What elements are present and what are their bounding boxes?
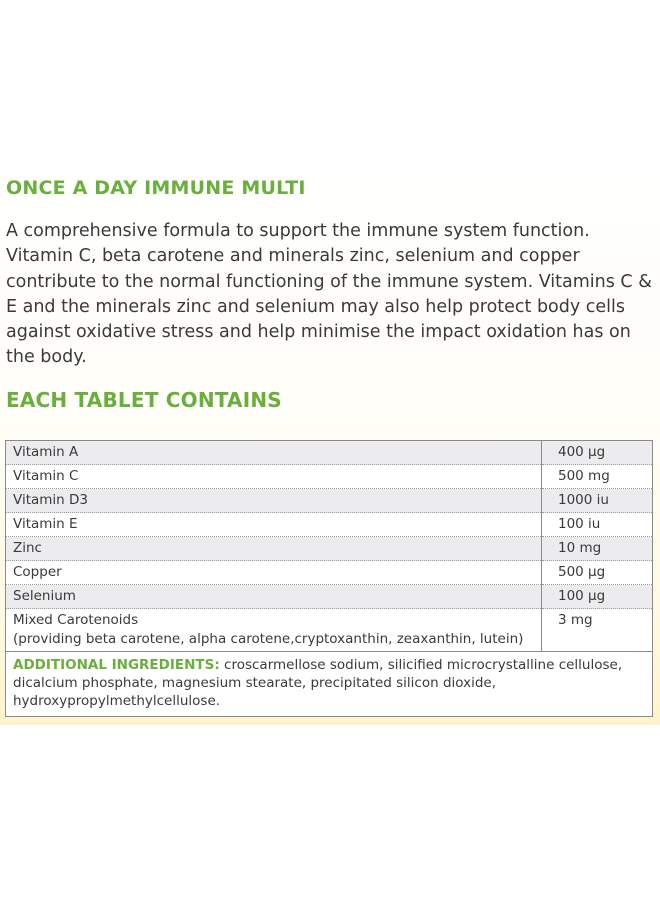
nutrient-name: Vitamin A — [6, 441, 542, 465]
nutrient-amount: 10 mg — [542, 537, 653, 561]
nutrient-amount: 500 mg — [542, 465, 653, 489]
product-description: A comprehensive formula to support the immune system function. Vitamin C, beta carotene and minerals zinc, selenium and copper contribute to the normal functioning of the immune system. Vitamins C & E and the minerals zinc and selenium may also help protect body cells against oxidative stress and help minimise the impact oxidation has on the body. — [6, 221, 652, 368]
table-row — [6, 489, 653, 513]
additional-ingredients — [6, 652, 653, 717]
table-row — [6, 465, 653, 489]
nutrient-amount: 3 mg — [542, 609, 653, 652]
nutrient-name: Zinc — [6, 537, 542, 561]
contents-heading: EACH TABLET CONTAINS — [6, 388, 282, 412]
nutrient-name: Selenium — [6, 585, 542, 609]
table-row — [6, 441, 653, 465]
nutrient-name: Vitamin C — [6, 465, 542, 489]
nutrient-amount: 100 µg — [542, 585, 653, 609]
table-row — [6, 561, 653, 585]
nutrient-note: (providing beta carotene, alpha carotene,cryptoxanthin, zeaxanthin, lutein) — [13, 630, 524, 647]
product-title: ONCE A DAY IMMUNE MULTI — [6, 177, 306, 199]
nutrient-name: Vitamin D3 — [6, 489, 542, 513]
nutrient-amount: 100 iu — [542, 513, 653, 537]
additional-ingredients-row — [6, 652, 653, 717]
table-row — [6, 609, 653, 652]
additional-ingredients-label: ADDITIONAL INGREDIENTS: — [13, 657, 220, 673]
table-row — [6, 585, 653, 609]
nutrient-amount: 400 µg — [542, 441, 653, 465]
nutrient-amount: 500 µg — [542, 561, 653, 585]
table-row — [6, 513, 653, 537]
table-row — [6, 537, 653, 561]
nutrient-name: Vitamin E — [6, 513, 542, 537]
nutrition-table — [5, 440, 653, 717]
nutrient-name: Copper — [6, 561, 542, 585]
nutrient-name: Mixed Carotenoids — [13, 612, 139, 628]
nutrient-amount: 1000 iu — [542, 489, 653, 513]
nutrient-name-cell — [6, 609, 542, 652]
additional-ingredients-text: croscarmellose sodium, silicified microcrystalline cellulose, dicalcium phosphate, magnesium stearate, precipitated silicon dioxide, hydroxypropylmethylcellulose. — [13, 657, 623, 709]
